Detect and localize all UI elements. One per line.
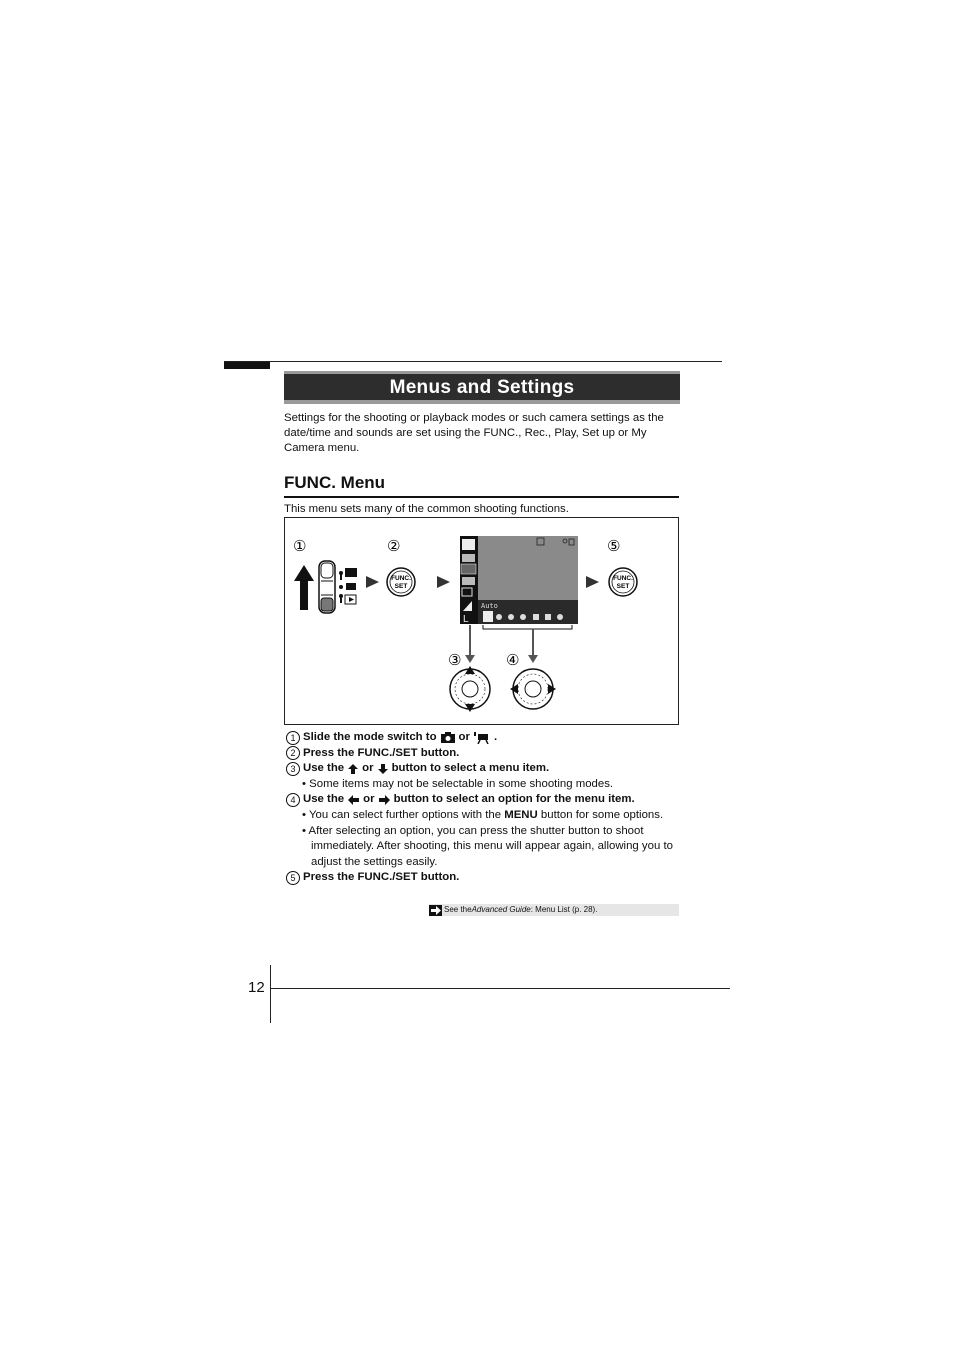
step-marker-5: ⑤ — [607, 537, 621, 555]
camera-icon — [441, 732, 455, 743]
step-number: 5 — [286, 871, 300, 885]
step-marker-2: ② — [387, 537, 401, 555]
mode-switch-illustration — [294, 561, 357, 613]
step-number: 1 — [286, 731, 300, 745]
camera-icon — [345, 568, 357, 577]
svg-text:L: L — [463, 614, 469, 625]
reference-arrow-icon — [429, 905, 442, 916]
func-set-button-icon — [609, 568, 637, 596]
svg-text:FUNC.: FUNC. — [391, 575, 411, 582]
section-rule — [284, 496, 679, 498]
step-4-note-menu: • You can select further options with the MENU button for some options. — [302, 808, 664, 821]
up-arrow-icon — [348, 764, 358, 774]
svg-text:SET: SET — [616, 583, 630, 590]
page-number: 12 — [248, 979, 265, 996]
func-menu-figure — [284, 517, 679, 725]
section-title: FUNC. Menu — [284, 473, 386, 492]
step-marker-1: ① — [293, 537, 307, 555]
down-arrow-icon — [465, 655, 475, 663]
top-rule — [224, 361, 722, 362]
flow-arrow-icon — [437, 576, 450, 588]
step-4-note-shutter: • After selecting an option, you can press the shutter button to shoot immediately. After shooting, this menu will appear again, allowing you to adjust the settings easily. — [302, 824, 673, 868]
steps-list — [286, 730, 686, 886]
movie-icon — [474, 732, 490, 744]
control-dial-up-down-icon — [450, 666, 490, 712]
page-title: Menus and Settings — [389, 377, 575, 398]
right-arrow-icon — [379, 795, 390, 805]
step-3: 3 Use the or button to select a menu item. — [286, 761, 686, 777]
intro-paragraph: Settings for the shooting or playback modes or such camera settings as the date/time and sounds are set using the FUNC., Rec., Play, Set up or My Camera menu. — [284, 412, 664, 454]
section-description: This menu sets many of the common shooting functions. — [284, 503, 569, 515]
reference-note: See the Advanced Guide : Menu List (p. 28). — [429, 904, 679, 916]
down-arrow-icon — [528, 655, 538, 663]
step-5: 5 Press the FUNC./SET button. — [286, 870, 686, 886]
footer-rule — [270, 988, 730, 989]
step-1: 1 Slide the mode switch to or . — [286, 730, 686, 746]
step-marker-3: ③ — [448, 651, 462, 669]
top-tab-marker — [224, 362, 270, 369]
svg-text:SET: SET — [394, 583, 408, 590]
page-number-divider — [270, 965, 271, 1023]
control-dial-left-right-icon — [510, 669, 556, 709]
figure-illustration — [284, 517, 679, 725]
camera-lcd-screen — [460, 536, 578, 625]
flow-arrow-icon — [586, 576, 599, 588]
svg-text:FUNC.: FUNC. — [613, 575, 633, 582]
step-4: 4 Use the or button to select an option for the menu item. — [286, 792, 686, 808]
screen-mode-label: Auto — [481, 602, 498, 610]
step-number: 4 — [286, 793, 300, 807]
title-bar — [284, 371, 680, 404]
down-arrow-icon — [378, 764, 388, 774]
step-2: 2 Press the FUNC./SET button. — [286, 746, 686, 762]
movie-icon — [346, 583, 356, 590]
flow-arrow-icon — [366, 576, 379, 588]
left-arrow-icon — [348, 795, 359, 805]
step-3-note: • Some items may not be selectable in some shooting modes. — [302, 777, 614, 790]
func-set-button-icon — [387, 568, 415, 596]
step-number: 2 — [286, 746, 300, 760]
step-marker-4: ④ — [506, 651, 520, 669]
up-arrow-icon — [294, 565, 314, 610]
step-number: 3 — [286, 762, 300, 776]
